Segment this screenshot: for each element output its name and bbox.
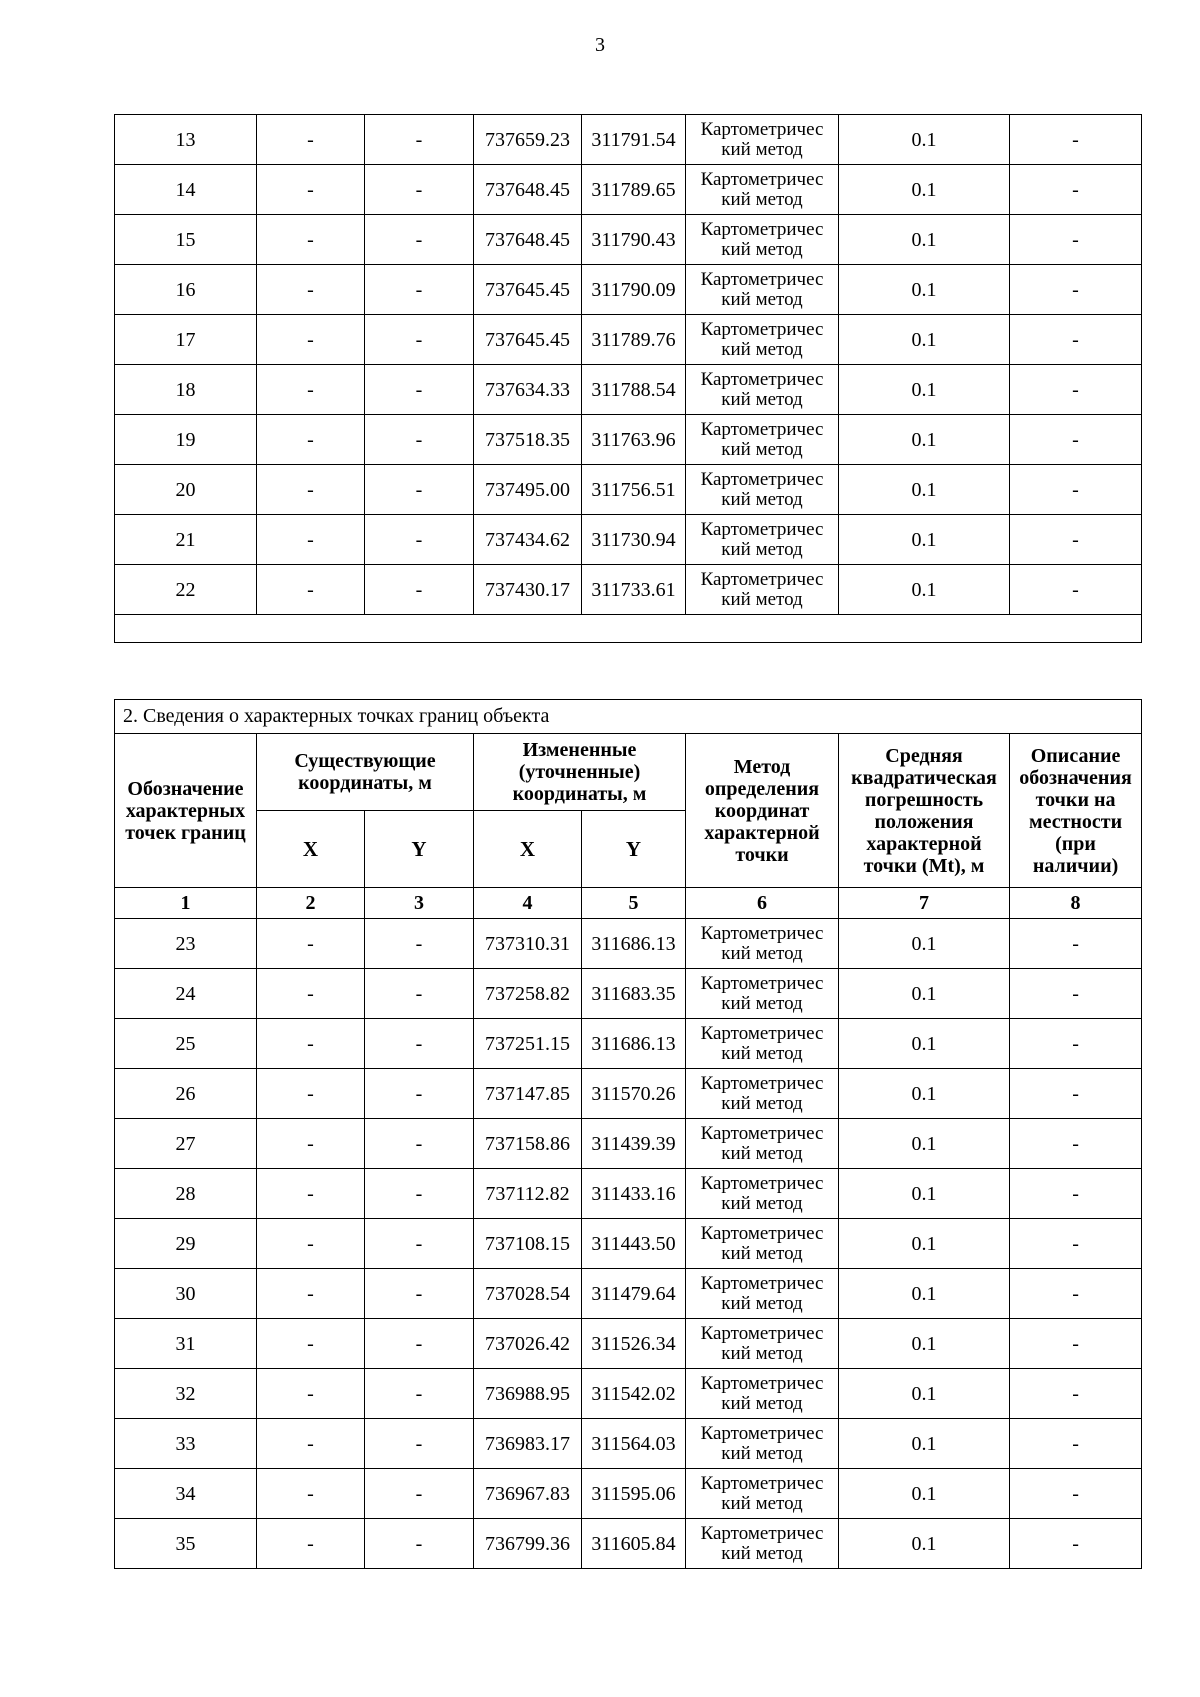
point-id-cell: 35 xyxy=(115,1519,257,1569)
changed-x-cell: 737645.45 xyxy=(474,315,582,365)
point-id-cell: 30 xyxy=(115,1269,257,1319)
method-cell xyxy=(686,1469,839,1519)
error-cell: 0.1 xyxy=(839,415,1010,465)
coordinates-table-section-2 xyxy=(114,699,1142,1569)
header-error: Средняя квадратическая погрешность положения характерной точки (Mt), м xyxy=(839,734,1010,888)
method-line-1: Картометричес xyxy=(700,1122,824,1144)
column-number: 5 xyxy=(582,888,686,919)
changed-y-cell: 311479.64 xyxy=(582,1269,686,1319)
method-line-2: кий метод xyxy=(721,1142,803,1164)
method-line-2: кий метод xyxy=(721,1092,803,1114)
existing-y-cell: - xyxy=(365,1069,474,1119)
point-id-cell: 29 xyxy=(115,1219,257,1269)
column-number: 4 xyxy=(474,888,582,919)
column-number-row xyxy=(115,888,1142,919)
header-existing-coordinates: Существующие координаты, м xyxy=(257,734,474,811)
point-id-cell: 15 xyxy=(115,215,257,265)
table-row xyxy=(115,465,1142,515)
method-cell xyxy=(686,165,839,215)
point-id-cell: 25 xyxy=(115,1019,257,1069)
method-line-1: Картометричес xyxy=(700,468,824,490)
table-row xyxy=(115,1319,1142,1369)
description-cell: - xyxy=(1010,1519,1142,1569)
point-id-cell: 20 xyxy=(115,465,257,515)
method-line-1: Картометричес xyxy=(700,1472,824,1494)
description-cell: - xyxy=(1010,1319,1142,1369)
point-id-cell: 13 xyxy=(115,115,257,165)
method-cell xyxy=(686,1269,839,1319)
method-line-1: Картометричес xyxy=(700,1022,824,1044)
point-id-cell: 18 xyxy=(115,365,257,415)
error-cell: 0.1 xyxy=(839,365,1010,415)
table-1-body xyxy=(115,115,1142,643)
table-row xyxy=(115,315,1142,365)
point-id-cell: 33 xyxy=(115,1419,257,1469)
description-cell: - xyxy=(1010,1369,1142,1419)
method-cell xyxy=(686,565,839,615)
existing-x-cell: - xyxy=(257,465,365,515)
changed-y-cell: 311443.50 xyxy=(582,1219,686,1269)
table-row xyxy=(115,115,1142,165)
existing-y-cell: - xyxy=(365,115,474,165)
method-line-2: кий метод xyxy=(721,1342,803,1364)
description-cell: - xyxy=(1010,1169,1142,1219)
method-line-2: кий метод xyxy=(721,992,803,1014)
method-line-2: кий метод xyxy=(721,588,803,610)
table-row xyxy=(115,1169,1142,1219)
changed-x-cell: 737430.17 xyxy=(474,565,582,615)
existing-x-cell: - xyxy=(257,1269,365,1319)
existing-x-cell: - xyxy=(257,215,365,265)
existing-x-cell: - xyxy=(257,1419,365,1469)
method-line-1: Картометричес xyxy=(700,418,824,440)
existing-x-cell: - xyxy=(257,415,365,465)
table-row xyxy=(115,1419,1142,1469)
table-row xyxy=(115,1119,1142,1169)
description-cell: - xyxy=(1010,515,1142,565)
existing-y-cell: - xyxy=(365,565,474,615)
method-line-1: Картометричес xyxy=(700,1372,824,1394)
section-title: 2. Сведения о характерных точках границ объекта xyxy=(115,700,1142,734)
changed-x-cell: 736983.17 xyxy=(474,1419,582,1469)
method-line-2: кий метод xyxy=(721,1542,803,1564)
method-line-2: кий метод xyxy=(721,188,803,210)
method-cell xyxy=(686,919,839,969)
changed-y-cell: 311595.06 xyxy=(582,1469,686,1519)
point-id-cell: 27 xyxy=(115,1119,257,1169)
description-cell: - xyxy=(1010,315,1142,365)
table-row xyxy=(115,515,1142,565)
existing-x-cell: - xyxy=(257,165,365,215)
method-line-2: кий метод xyxy=(721,288,803,310)
point-id-cell: 32 xyxy=(115,1369,257,1419)
header-designation: Обозначение характерных точек границ xyxy=(115,734,257,888)
existing-y-cell: - xyxy=(365,265,474,315)
description-cell: - xyxy=(1010,115,1142,165)
existing-x-cell: - xyxy=(257,265,365,315)
column-number: 3 xyxy=(365,888,474,919)
changed-x-cell: 737648.45 xyxy=(474,215,582,265)
method-cell xyxy=(686,465,839,515)
description-cell: - xyxy=(1010,415,1142,465)
method-cell xyxy=(686,1019,839,1069)
method-line-1: Картометричес xyxy=(700,1172,824,1194)
empty-row xyxy=(115,615,1142,643)
point-id-cell: 14 xyxy=(115,165,257,215)
changed-y-cell: 311686.13 xyxy=(582,1019,686,1069)
description-cell: - xyxy=(1010,919,1142,969)
existing-y-cell: - xyxy=(365,1319,474,1369)
method-cell xyxy=(686,415,839,465)
method-cell xyxy=(686,1519,839,1569)
changed-x-cell: 736967.83 xyxy=(474,1469,582,1519)
point-id-cell: 34 xyxy=(115,1469,257,1519)
method-line-1: Картометричес xyxy=(700,922,824,944)
description-cell: - xyxy=(1010,265,1142,315)
error-cell: 0.1 xyxy=(839,1169,1010,1219)
existing-x-cell: - xyxy=(257,1069,365,1119)
description-cell: - xyxy=(1010,365,1142,415)
table-row xyxy=(115,215,1142,265)
existing-x-cell: - xyxy=(257,1519,365,1569)
column-number: 1 xyxy=(115,888,257,919)
method-line-1: Картометричес xyxy=(700,318,824,340)
existing-x-cell: - xyxy=(257,515,365,565)
changed-y-cell: 311526.34 xyxy=(582,1319,686,1369)
point-id-cell: 16 xyxy=(115,265,257,315)
table-row xyxy=(115,919,1142,969)
existing-x-cell: - xyxy=(257,1219,365,1269)
method-cell xyxy=(686,265,839,315)
changed-y-cell: 311790.43 xyxy=(582,215,686,265)
method-line-1: Картометричес xyxy=(700,118,824,140)
table-row xyxy=(115,265,1142,315)
description-cell: - xyxy=(1010,1019,1142,1069)
table-2-body xyxy=(115,919,1142,1569)
existing-y-cell: - xyxy=(365,165,474,215)
method-line-2: кий метод xyxy=(721,1042,803,1064)
table-row xyxy=(115,969,1142,1019)
changed-y-cell: 311733.61 xyxy=(582,565,686,615)
existing-y-cell: - xyxy=(365,365,474,415)
method-line-1: Картометричес xyxy=(700,1072,824,1094)
method-line-2: кий метод xyxy=(721,488,803,510)
method-line-2: кий метод xyxy=(721,1492,803,1514)
existing-y-cell: - xyxy=(365,1219,474,1269)
method-line-2: кий метод xyxy=(721,138,803,160)
changed-x-cell: 737251.15 xyxy=(474,1019,582,1069)
existing-y-cell: - xyxy=(365,215,474,265)
existing-y-cell: - xyxy=(365,1369,474,1419)
header-changed-y: Y xyxy=(582,811,686,888)
method-line-1: Картометричес xyxy=(700,1322,824,1344)
existing-y-cell: - xyxy=(365,1119,474,1169)
method-line-1: Картометричес xyxy=(700,218,824,240)
error-cell: 0.1 xyxy=(839,265,1010,315)
error-cell: 0.1 xyxy=(839,465,1010,515)
method-line-2: кий метод xyxy=(721,438,803,460)
changed-x-cell: 737158.86 xyxy=(474,1119,582,1169)
method-line-2: кий метод xyxy=(721,1192,803,1214)
changed-x-cell: 737518.35 xyxy=(474,415,582,465)
error-cell: 0.1 xyxy=(839,1119,1010,1169)
table-row xyxy=(115,415,1142,465)
changed-y-cell: 311542.02 xyxy=(582,1369,686,1419)
existing-y-cell: - xyxy=(365,1269,474,1319)
table-row xyxy=(115,365,1142,415)
changed-x-cell: 737434.62 xyxy=(474,515,582,565)
method-line-1: Картометричес xyxy=(700,268,824,290)
existing-y-cell: - xyxy=(365,465,474,515)
changed-y-cell: 311605.84 xyxy=(582,1519,686,1569)
page-number: 3 xyxy=(595,34,605,56)
error-cell: 0.1 xyxy=(839,1319,1010,1369)
method-cell xyxy=(686,1319,839,1369)
method-line-1: Картометричес xyxy=(700,1222,824,1244)
changed-x-cell: 737495.00 xyxy=(474,465,582,515)
point-id-cell: 31 xyxy=(115,1319,257,1369)
error-cell: 0.1 xyxy=(839,1419,1010,1469)
error-cell: 0.1 xyxy=(839,969,1010,1019)
method-cell xyxy=(686,1119,839,1169)
point-id-cell: 24 xyxy=(115,969,257,1019)
method-cell xyxy=(686,315,839,365)
method-cell xyxy=(686,969,839,1019)
table-row xyxy=(115,1069,1142,1119)
existing-y-cell: - xyxy=(365,515,474,565)
changed-x-cell: 736988.95 xyxy=(474,1369,582,1419)
existing-y-cell: - xyxy=(365,919,474,969)
error-cell: 0.1 xyxy=(839,1219,1010,1269)
existing-x-cell: - xyxy=(257,1469,365,1519)
table-row xyxy=(115,565,1142,615)
method-line-2: кий метод xyxy=(721,538,803,560)
existing-x-cell: - xyxy=(257,115,365,165)
error-cell: 0.1 xyxy=(839,315,1010,365)
error-cell: 0.1 xyxy=(839,165,1010,215)
existing-y-cell: - xyxy=(365,1019,474,1069)
header-changed-coordinates: Измененные (уточненные) координаты, м xyxy=(474,734,686,811)
description-cell: - xyxy=(1010,165,1142,215)
method-line-2: кий метод xyxy=(721,338,803,360)
changed-y-cell: 311439.39 xyxy=(582,1119,686,1169)
column-number: 7 xyxy=(839,888,1010,919)
existing-y-cell: - xyxy=(365,1169,474,1219)
existing-y-cell: - xyxy=(365,969,474,1019)
point-id-cell: 26 xyxy=(115,1069,257,1119)
method-line-2: кий метод xyxy=(721,1442,803,1464)
existing-x-cell: - xyxy=(257,919,365,969)
method-cell xyxy=(686,1219,839,1269)
method-line-1: Картометричес xyxy=(700,1422,824,1444)
method-cell xyxy=(686,1419,839,1469)
error-cell: 0.1 xyxy=(839,565,1010,615)
method-line-2: кий метод xyxy=(721,1292,803,1314)
description-cell: - xyxy=(1010,1469,1142,1519)
existing-x-cell: - xyxy=(257,1319,365,1369)
method-line-1: Картометричес xyxy=(700,518,824,540)
point-id-cell: 17 xyxy=(115,315,257,365)
table-row xyxy=(115,1219,1142,1269)
changed-y-cell: 311730.94 xyxy=(582,515,686,565)
table-row xyxy=(115,1519,1142,1569)
header-existing-x: X xyxy=(257,811,365,888)
changed-x-cell: 737112.82 xyxy=(474,1169,582,1219)
existing-x-cell: - xyxy=(257,1119,365,1169)
description-cell: - xyxy=(1010,1119,1142,1169)
changed-x-cell: 737648.45 xyxy=(474,165,582,215)
method-cell xyxy=(686,1369,839,1419)
existing-y-cell: - xyxy=(365,1469,474,1519)
error-cell: 0.1 xyxy=(839,215,1010,265)
error-cell: 0.1 xyxy=(839,515,1010,565)
error-cell: 0.1 xyxy=(839,1519,1010,1569)
method-line-1: Картометричес xyxy=(700,1272,824,1294)
changed-x-cell: 737026.42 xyxy=(474,1319,582,1369)
method-cell xyxy=(686,1069,839,1119)
changed-y-cell: 311789.76 xyxy=(582,315,686,365)
method-line-1: Картометричес xyxy=(700,568,824,590)
existing-y-cell: - xyxy=(365,1519,474,1569)
error-cell: 0.1 xyxy=(839,1469,1010,1519)
method-line-2: кий метод xyxy=(721,1392,803,1414)
error-cell: 0.1 xyxy=(839,115,1010,165)
description-cell: - xyxy=(1010,215,1142,265)
changed-x-cell: 737258.82 xyxy=(474,969,582,1019)
changed-y-cell: 311683.35 xyxy=(582,969,686,1019)
changed-y-cell: 311763.96 xyxy=(582,415,686,465)
method-cell xyxy=(686,1169,839,1219)
method-line-2: кий метод xyxy=(721,238,803,260)
description-cell: - xyxy=(1010,465,1142,515)
error-cell: 0.1 xyxy=(839,1269,1010,1319)
method-line-2: кий метод xyxy=(721,388,803,410)
method-line-2: кий метод xyxy=(721,942,803,964)
description-cell: - xyxy=(1010,1069,1142,1119)
point-id-cell: 21 xyxy=(115,515,257,565)
method-cell xyxy=(686,215,839,265)
method-line-1: Картометричес xyxy=(700,368,824,390)
method-cell xyxy=(686,115,839,165)
method-line-1: Картометричес xyxy=(700,972,824,994)
empty-cell xyxy=(115,615,1142,643)
column-number: 6 xyxy=(686,888,839,919)
column-number: 2 xyxy=(257,888,365,919)
existing-x-cell: - xyxy=(257,315,365,365)
changed-y-cell: 311790.09 xyxy=(582,265,686,315)
method-cell xyxy=(686,365,839,415)
point-id-cell: 22 xyxy=(115,565,257,615)
changed-x-cell: 736799.36 xyxy=(474,1519,582,1569)
changed-x-cell: 737310.31 xyxy=(474,919,582,969)
table-row xyxy=(115,1269,1142,1319)
changed-y-cell: 311789.65 xyxy=(582,165,686,215)
table-row xyxy=(115,1469,1142,1519)
changed-y-cell: 311756.51 xyxy=(582,465,686,515)
method-line-1: Картометричес xyxy=(700,1522,824,1544)
table-row xyxy=(115,1369,1142,1419)
changed-x-cell: 737659.23 xyxy=(474,115,582,165)
existing-y-cell: - xyxy=(365,1419,474,1469)
description-cell: - xyxy=(1010,1419,1142,1469)
changed-y-cell: 311570.26 xyxy=(582,1069,686,1119)
changed-y-cell: 311686.13 xyxy=(582,919,686,969)
header-changed-x: X xyxy=(474,811,582,888)
existing-y-cell: - xyxy=(365,415,474,465)
existing-x-cell: - xyxy=(257,1019,365,1069)
coordinates-table-continued xyxy=(114,114,1142,643)
method-line-1: Картометричес xyxy=(700,168,824,190)
changed-x-cell: 737028.54 xyxy=(474,1269,582,1319)
changed-x-cell: 737147.85 xyxy=(474,1069,582,1119)
existing-y-cell: - xyxy=(365,315,474,365)
point-id-cell: 23 xyxy=(115,919,257,969)
method-line-2: кий метод xyxy=(721,1242,803,1264)
table-row xyxy=(115,165,1142,215)
description-cell: - xyxy=(1010,1219,1142,1269)
error-cell: 0.1 xyxy=(839,1369,1010,1419)
point-id-cell: 19 xyxy=(115,415,257,465)
existing-x-cell: - xyxy=(257,365,365,415)
changed-x-cell: 737645.45 xyxy=(474,265,582,315)
error-cell: 0.1 xyxy=(839,1069,1010,1119)
column-number: 8 xyxy=(1010,888,1142,919)
changed-y-cell: 311433.16 xyxy=(582,1169,686,1219)
error-cell: 0.1 xyxy=(839,919,1010,969)
table-row xyxy=(115,1019,1142,1069)
description-cell: - xyxy=(1010,969,1142,1019)
header-method: Метод определения координат характерной точки xyxy=(686,734,839,888)
existing-x-cell: - xyxy=(257,1169,365,1219)
existing-x-cell: - xyxy=(257,969,365,1019)
changed-y-cell: 311791.54 xyxy=(582,115,686,165)
description-cell: - xyxy=(1010,1269,1142,1319)
header-description: Описание обозначения точки на местности (при наличии) xyxy=(1010,734,1142,888)
method-cell xyxy=(686,515,839,565)
changed-x-cell: 737108.15 xyxy=(474,1219,582,1269)
point-id-cell: 28 xyxy=(115,1169,257,1219)
header-existing-y: Y xyxy=(365,811,474,888)
changed-y-cell: 311788.54 xyxy=(582,365,686,415)
error-cell: 0.1 xyxy=(839,1019,1010,1069)
description-cell: - xyxy=(1010,565,1142,615)
existing-x-cell: - xyxy=(257,565,365,615)
changed-x-cell: 737634.33 xyxy=(474,365,582,415)
changed-y-cell: 311564.03 xyxy=(582,1419,686,1469)
existing-x-cell: - xyxy=(257,1369,365,1419)
